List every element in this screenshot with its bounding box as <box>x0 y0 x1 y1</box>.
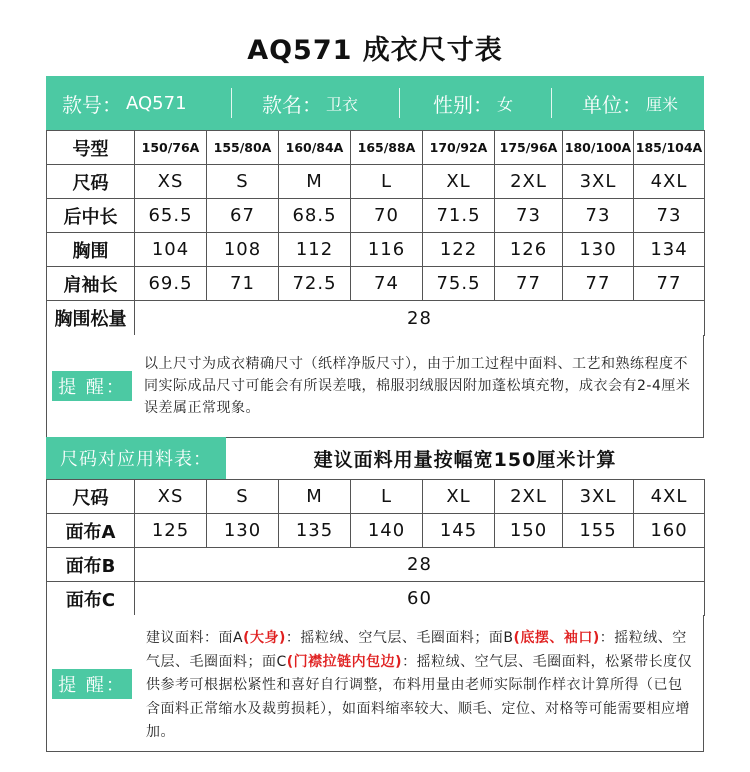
table-cell: 77 <box>634 267 705 301</box>
table-cell: 160/84A <box>279 131 351 165</box>
table-cell: 65.5 <box>135 199 207 233</box>
table-cell: 3XL <box>563 165 634 199</box>
table-cell: L <box>351 480 423 514</box>
table-cell: 72.5 <box>279 267 351 301</box>
style-no-value: AQ571 <box>126 92 187 114</box>
table-row <box>47 165 705 199</box>
table-cell: 125 <box>135 514 207 548</box>
reminder-badge: 提 醒： <box>52 669 132 699</box>
table-cell: M <box>279 165 351 199</box>
table-cell: 28 <box>135 548 705 582</box>
row-label: 尺码 <box>47 480 135 514</box>
table-cell: 77 <box>495 267 563 301</box>
table-row <box>47 480 705 514</box>
table-row <box>47 131 705 165</box>
table-cell: 73 <box>634 199 705 233</box>
name-cell <box>232 76 400 130</box>
table-cell: 185/104A <box>634 131 705 165</box>
row-label: 号型 <box>47 131 135 165</box>
table-cell: 73 <box>495 199 563 233</box>
table-cell: 73 <box>563 199 634 233</box>
note-highlight: (门襟拉链内包边) <box>286 653 403 670</box>
note-text-part: 建议面料：面A <box>146 630 244 646</box>
table-cell: 135 <box>279 514 351 548</box>
table-cell: 150/76A <box>135 131 207 165</box>
table-cell: M <box>279 480 351 514</box>
note-text: 以上尺寸为成衣精确尺寸（纸样净版尺寸），由于加工过程中面料、工艺和熟练程度不同实际成品尺寸可能会有所误差哦，棉服羽绒服因附加蓬松填充物，成衣会有2-4厘米误差属正常现象。 <box>144 356 691 416</box>
table-cell: 77 <box>563 267 634 301</box>
table-cell: 68.5 <box>279 199 351 233</box>
table-cell: L <box>351 165 423 199</box>
table-cell: 70 <box>351 199 423 233</box>
table-cell: 165/88A <box>351 131 423 165</box>
gender-cell <box>400 76 552 130</box>
name-label: 款名： <box>262 92 322 117</box>
fabric-section-subtitle: 建议面料用量按幅宽150厘米计算 <box>313 448 617 471</box>
note-text-part: ：摇粒绒、空气层、毛圈面料；面B <box>285 630 514 646</box>
table-cell: S <box>207 480 279 514</box>
table-row <box>47 301 705 336</box>
table-cell: 67 <box>207 199 279 233</box>
style-no-label: 款号： <box>62 92 122 117</box>
table-cell: 108 <box>207 233 279 267</box>
table-cell: 122 <box>423 233 495 267</box>
fabric-section-header <box>46 437 704 479</box>
table-row <box>47 582 705 616</box>
table-cell: S <box>207 165 279 199</box>
table-cell: 74 <box>351 267 423 301</box>
table-cell: 130 <box>563 233 634 267</box>
table-cell: 160 <box>634 514 705 548</box>
table-cell: XL <box>423 165 495 199</box>
table-row <box>47 267 705 301</box>
row-label: 肩袖长 <box>47 267 135 301</box>
note-highlight: (大身) <box>243 630 286 646</box>
note-text-part: ：摇粒绒、空气层、毛圈面料，松紧带长度仅供参考可根据松紧性和喜好自行调整，布料用量由老师实际制作样衣计算所得（已包含面料正常缩水及裁剪损耗），如面料缩率较大、顺毛、定位、对格等可能需要相应增加。 <box>146 653 693 740</box>
row-label: 面布A <box>47 514 135 548</box>
table-cell: 28 <box>135 301 705 336</box>
table-row <box>47 199 705 233</box>
row-label: 尺码 <box>47 165 135 199</box>
row-label: 胸围松量 <box>47 301 135 336</box>
size-table <box>46 130 705 336</box>
note-text <box>146 627 696 745</box>
gender-value: 女 <box>497 94 514 114</box>
gender-label: 性别： <box>433 92 493 117</box>
name-value: 卫衣 <box>326 94 359 114</box>
table-cell: XS <box>135 165 207 199</box>
table-cell: 155/80A <box>207 131 279 165</box>
table-cell: 126 <box>495 233 563 267</box>
table-cell: 69.5 <box>135 267 207 301</box>
unit-label: 单位： <box>582 92 642 117</box>
page-title: AQ571 成衣尺寸表 <box>247 35 503 66</box>
table-row <box>47 233 705 267</box>
unit-value: 厘米 <box>646 94 679 114</box>
table-cell: 155 <box>563 514 634 548</box>
note-box <box>46 615 704 752</box>
table-cell: 130 <box>207 514 279 548</box>
unit-cell <box>552 76 704 130</box>
note-text-part: ：摇粒绒、空气层、毛圈面料；面C <box>146 630 687 670</box>
table-cell: 4XL <box>634 480 705 514</box>
table-cell: 150 <box>495 514 563 548</box>
table-cell: 175/96A <box>495 131 563 165</box>
table-cell: 145 <box>423 514 495 548</box>
table-cell: XL <box>423 480 495 514</box>
table-cell: 180/100A <box>563 131 634 165</box>
note-box <box>46 335 704 438</box>
fabric-table <box>46 479 705 616</box>
table-cell: 75.5 <box>423 267 495 301</box>
table-cell: 112 <box>279 233 351 267</box>
table-cell: 3XL <box>563 480 634 514</box>
style-no-cell <box>46 76 232 130</box>
table-cell: 2XL <box>495 480 563 514</box>
table-cell: 116 <box>351 233 423 267</box>
table-cell: 4XL <box>634 165 705 199</box>
table-cell: 71 <box>207 267 279 301</box>
table-cell: 140 <box>351 514 423 548</box>
row-label: 面布B <box>47 548 135 582</box>
info-banner <box>46 76 704 130</box>
fabric-section-title: 尺码对应用料表： <box>46 437 226 479</box>
table-cell: 134 <box>634 233 705 267</box>
table-cell: 104 <box>135 233 207 267</box>
table-row <box>47 548 705 582</box>
row-label: 胸围 <box>47 233 135 267</box>
reminder-badge: 提 醒： <box>52 371 132 401</box>
row-label: 面布C <box>47 582 135 616</box>
table-cell: 170/92A <box>423 131 495 165</box>
table-cell: XS <box>135 480 207 514</box>
table-cell: 2XL <box>495 165 563 199</box>
table-row <box>47 514 705 548</box>
row-label: 后中长 <box>47 199 135 233</box>
note-highlight: (底摆、袖口) <box>513 630 600 646</box>
table-cell: 60 <box>135 582 705 616</box>
table-cell: 71.5 <box>423 199 495 233</box>
